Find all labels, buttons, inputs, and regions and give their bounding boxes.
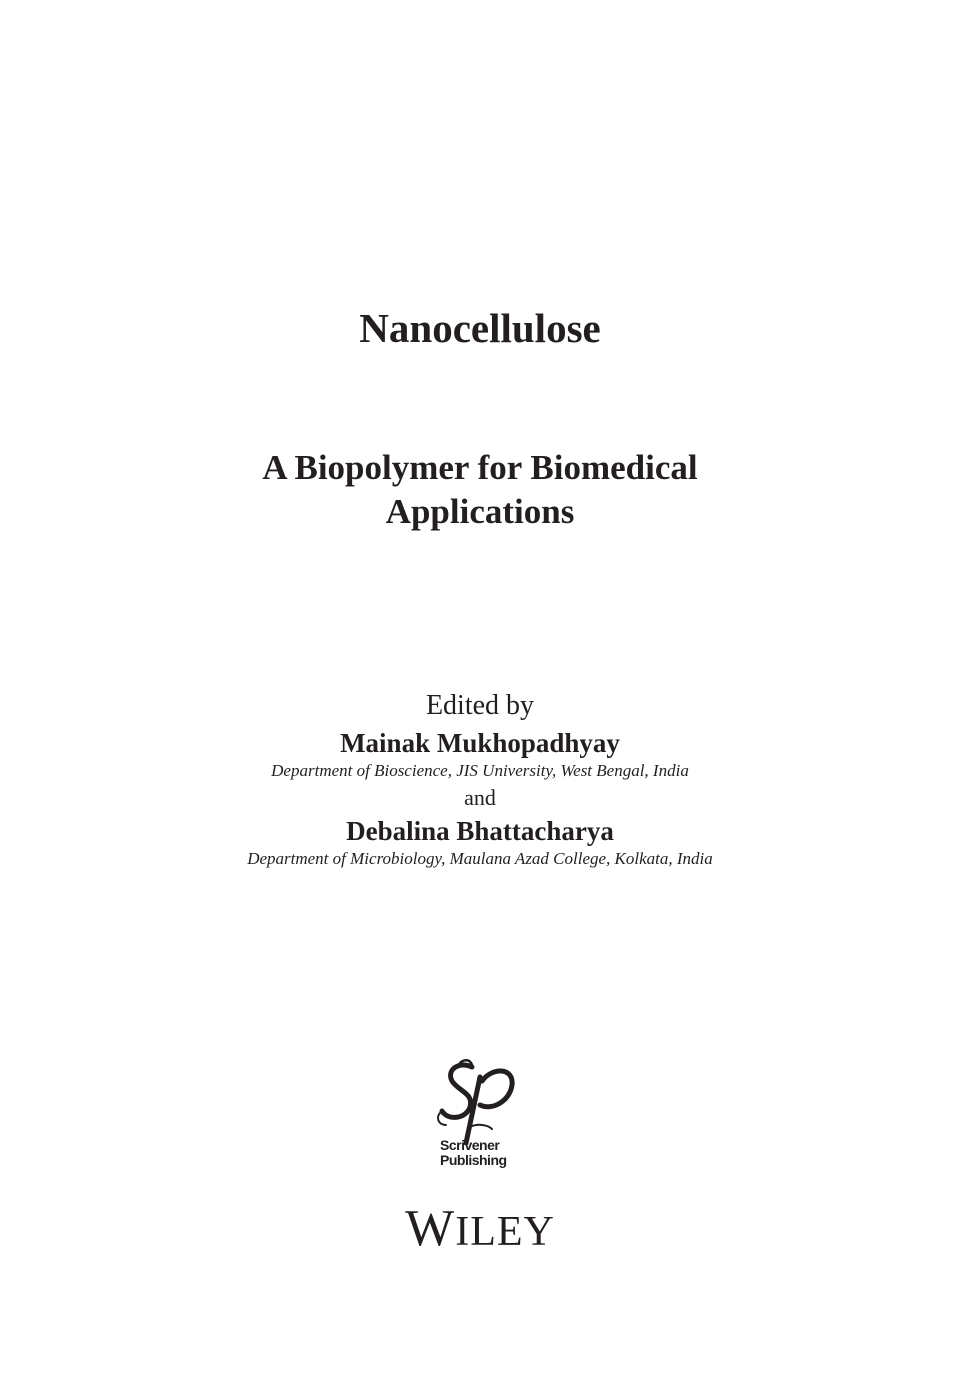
logo-text-line-1: Scrivener <box>440 1137 500 1153</box>
subtitle-line-2: Applications <box>385 492 575 531</box>
editor-2-affiliation: Department of Microbiology, Maulana Azad College, Kolkata, India <box>247 849 713 868</box>
conjunction-and: and <box>464 785 496 810</box>
wiley-rest: ILEY <box>455 1209 555 1255</box>
book-subtitle <box>0 446 960 534</box>
subtitle-line-1: A Biopolymer for Biomedical <box>262 448 698 487</box>
wiley-wordmark <box>0 1198 960 1262</box>
editor-2-name: Debalina Bhattacharya <box>346 816 614 846</box>
editor-1-affiliation: Department of Bioscience, JIS University, West Bengal, India <box>271 761 689 780</box>
logo-text-line-2: Publishing <box>440 1152 507 1168</box>
book-title: Nanocellulose <box>359 305 601 351</box>
edited-by-label: Edited by <box>425 690 535 721</box>
editor-1-name: Mainak Mukhopadhyay <box>340 728 620 758</box>
scrivener-publishing-wordmark <box>440 1138 530 1168</box>
wiley-initial: W <box>405 1200 456 1257</box>
scrivener-sp-logo-icon <box>430 1055 526 1145</box>
